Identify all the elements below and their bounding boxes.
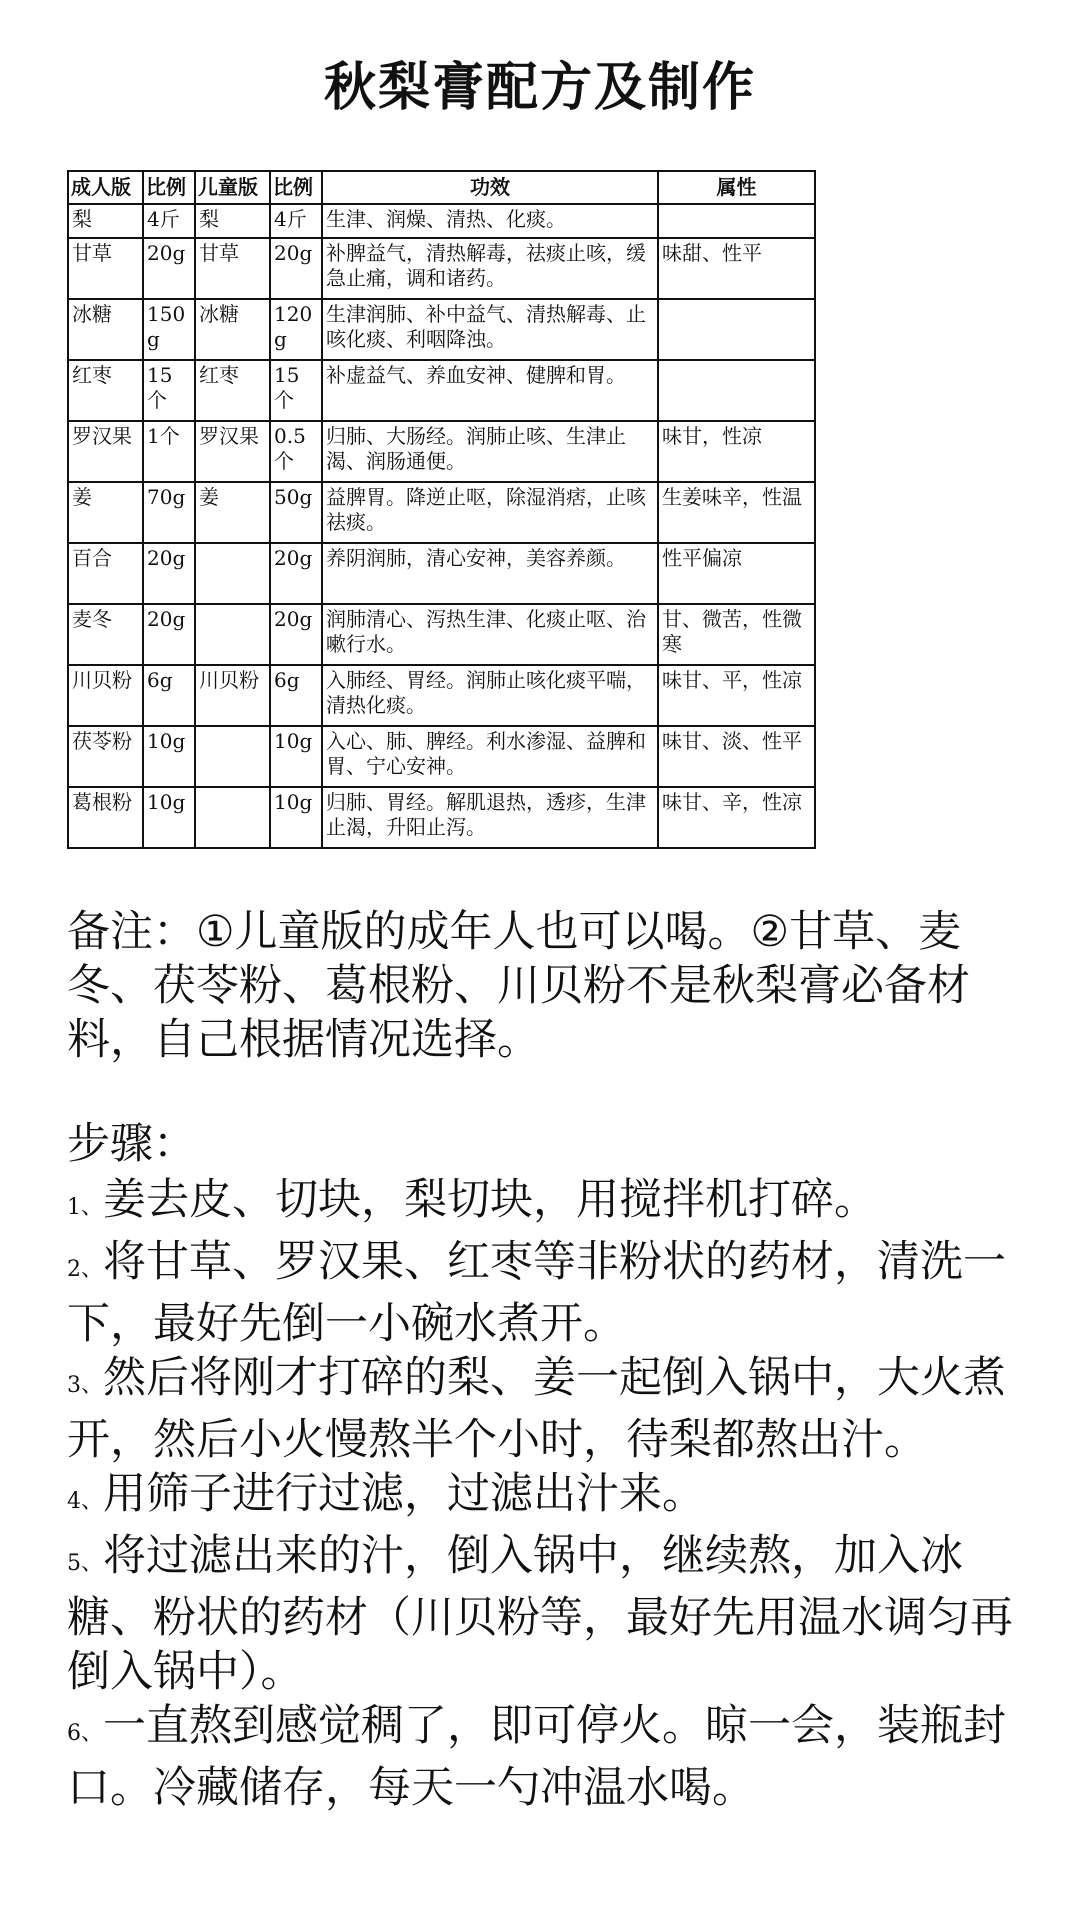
cell-effect: 补虚益气、养血安神、健脾和胃。 — [322, 360, 658, 421]
cell-property: 性平偏凉 — [658, 543, 815, 604]
cell-child-ratio: 10g — [270, 787, 322, 848]
cell-effect: 益脾胃。降逆止呕，除湿消痞，止咳祛痰。 — [322, 482, 658, 543]
table-row — [68, 360, 815, 421]
cell-effect: 养阴润肺，清心安神，美容养颜。 — [322, 543, 658, 604]
cell-property: 生姜味辛，性温 — [658, 482, 815, 543]
cell-adult-ratio: 6g — [143, 665, 195, 726]
header-child: 儿童版 — [195, 171, 270, 204]
cell-effect: 生津润肺、补中益气、清热解毒、止咳化痰、利咽降浊。 — [322, 299, 658, 360]
cell-child: 川贝粉 — [195, 665, 270, 726]
table-row — [68, 421, 815, 482]
table-row — [68, 726, 815, 787]
header-property: 属性 — [658, 171, 815, 204]
cell-child: 罗汉果 — [195, 421, 270, 482]
cell-child: 红枣 — [195, 360, 270, 421]
cell-adult-ratio: 20g — [143, 543, 195, 604]
cell-adult-ratio: 70g — [143, 482, 195, 543]
table-row — [68, 604, 815, 665]
header-adult: 成人版 — [68, 171, 143, 204]
table-row — [68, 665, 815, 726]
cell-adult: 川贝粉 — [68, 665, 143, 726]
cell-child-ratio: 20g — [270, 238, 322, 299]
cell-property: 甘、微苦，性微寒 — [658, 604, 815, 665]
cell-adult: 罗汉果 — [68, 421, 143, 482]
table-row — [68, 787, 815, 848]
step-number: 4、 — [67, 1489, 103, 1514]
cell-child-ratio: 20g — [270, 543, 322, 604]
cell-adult-ratio: 10g — [143, 726, 195, 787]
cell-adult: 百合 — [68, 543, 143, 604]
step-item — [67, 1351, 1037, 1467]
table-row — [68, 204, 815, 238]
step-text: 用筛子进行过滤，过滤出汁来。 — [103, 1469, 705, 1519]
step-item — [67, 1699, 1037, 1815]
step-number: 6、 — [67, 1721, 103, 1746]
header-row — [68, 171, 815, 204]
cell-adult: 茯苓粉 — [68, 726, 143, 787]
table-header — [68, 171, 815, 204]
cell-effect: 入心、肺、脾经。利水渗湿、益脾和胃、宁心安神。 — [322, 726, 658, 787]
steps-heading: 步骤： — [67, 1119, 196, 1169]
cell-child-ratio: 10g — [270, 726, 322, 787]
step-item — [67, 1235, 1037, 1351]
cell-child — [195, 543, 270, 604]
cell-property — [658, 299, 815, 360]
step-text: 姜去皮、切块，梨切块，用搅拌机打碎。 — [103, 1175, 877, 1225]
cell-effect: 入肺经、胃经。润肺止咳化痰平喘，清热化痰。 — [322, 665, 658, 726]
cell-property — [658, 204, 815, 238]
cell-child — [195, 604, 270, 665]
table-row — [68, 482, 815, 543]
cell-child — [195, 726, 270, 787]
cell-adult-ratio: 20g — [143, 238, 195, 299]
cell-property: 味甘、淡、性平 — [658, 726, 815, 787]
cell-adult: 梨 — [68, 204, 143, 238]
cell-adult-ratio: 1个 — [143, 421, 195, 482]
step-item — [67, 1529, 1037, 1699]
cell-child-ratio: 4斤 — [270, 204, 322, 238]
recipe-table — [67, 170, 816, 849]
table-body — [68, 204, 815, 848]
step-item — [67, 1467, 1037, 1529]
steps-section — [67, 1117, 1037, 1815]
page-title: 秋梨膏配方及制作 — [323, 58, 756, 118]
header-adult-ratio: 比例 — [143, 171, 195, 204]
cell-effect: 生津、润燥、清热、化痰。 — [322, 204, 658, 238]
step-text: 将甘草、罗汉果、红枣等非粉状的药材，清洗一下，最好先倒一小碗水煮开。 — [67, 1237, 1006, 1349]
cell-child-ratio: 0.5个 — [270, 421, 322, 482]
cell-child — [195, 787, 270, 848]
cell-adult-ratio: 10g — [143, 787, 195, 848]
table-row — [68, 299, 815, 360]
cell-adult: 甘草 — [68, 238, 143, 299]
cell-adult-ratio: 150g — [143, 299, 195, 360]
note-paragraph: 备注：①儿童版的成年人也可以喝。②甘草、麦冬、茯苓粉、葛根粉、川贝粉不是秋梨膏必备材料，自己根据情况选择。 — [67, 907, 970, 1065]
cell-adult-ratio: 15个 — [143, 360, 195, 421]
cell-adult-ratio: 4斤 — [143, 204, 195, 238]
step-item — [67, 1173, 1037, 1235]
header-child-ratio: 比例 — [270, 171, 322, 204]
cell-child: 甘草 — [195, 238, 270, 299]
step-number: 3、 — [67, 1373, 103, 1398]
cell-effect: 归肺、大肠经。润肺止咳、生津止渴、润肠通便。 — [322, 421, 658, 482]
cell-child-ratio: 50g — [270, 482, 322, 543]
step-text: 然后将刚才打碎的梨、姜一起倒入锅中，大火煮开，然后小火慢熬半个小时，待梨都熬出汁。 — [67, 1353, 1006, 1465]
step-number: 1、 — [67, 1195, 103, 1220]
step-number: 2、 — [67, 1257, 103, 1282]
cell-child: 姜 — [195, 482, 270, 543]
cell-property: 味甘、平，性凉 — [658, 665, 815, 726]
cell-child-ratio: 20g — [270, 604, 322, 665]
header-effect: 功效 — [322, 171, 658, 204]
cell-adult: 麦冬 — [68, 604, 143, 665]
step-number: 5、 — [67, 1551, 103, 1576]
cell-child-ratio: 6g — [270, 665, 322, 726]
cell-adult: 冰糖 — [68, 299, 143, 360]
table-row — [68, 543, 815, 604]
cell-property — [658, 360, 815, 421]
cell-property: 味甜、性平 — [658, 238, 815, 299]
step-text: 一直熬到感觉稠了，即可停火。晾一会，装瓶封口。冷藏储存，每天一勺冲温水喝。 — [67, 1701, 1006, 1813]
cell-child: 梨 — [195, 204, 270, 238]
cell-effect: 润肺清心、泻热生津、化痰止呕、治嗽行水。 — [322, 604, 658, 665]
cell-adult: 红枣 — [68, 360, 143, 421]
cell-effect: 补脾益气，清热解毒，祛痰止咳，缓急止痛，调和诸药。 — [322, 238, 658, 299]
cell-adult: 姜 — [68, 482, 143, 543]
cell-adult-ratio: 20g — [143, 604, 195, 665]
table-row — [68, 238, 815, 299]
cell-property: 味甘、辛，性凉 — [658, 787, 815, 848]
cell-effect: 归肺、胃经。解肌退热，透疹，生津止渴，升阳止泻。 — [322, 787, 658, 848]
cell-child-ratio: 15个 — [270, 360, 322, 421]
cell-adult: 葛根粉 — [68, 787, 143, 848]
cell-child-ratio: 120g — [270, 299, 322, 360]
cell-property: 味甘，性凉 — [658, 421, 815, 482]
cell-child: 冰糖 — [195, 299, 270, 360]
step-text: 将过滤出来的汁，倒入锅中，继续熬，加入冰糖、粉状的药材（川贝粉等，最好先用温水调匀再倒入锅中）。 — [67, 1531, 1013, 1697]
